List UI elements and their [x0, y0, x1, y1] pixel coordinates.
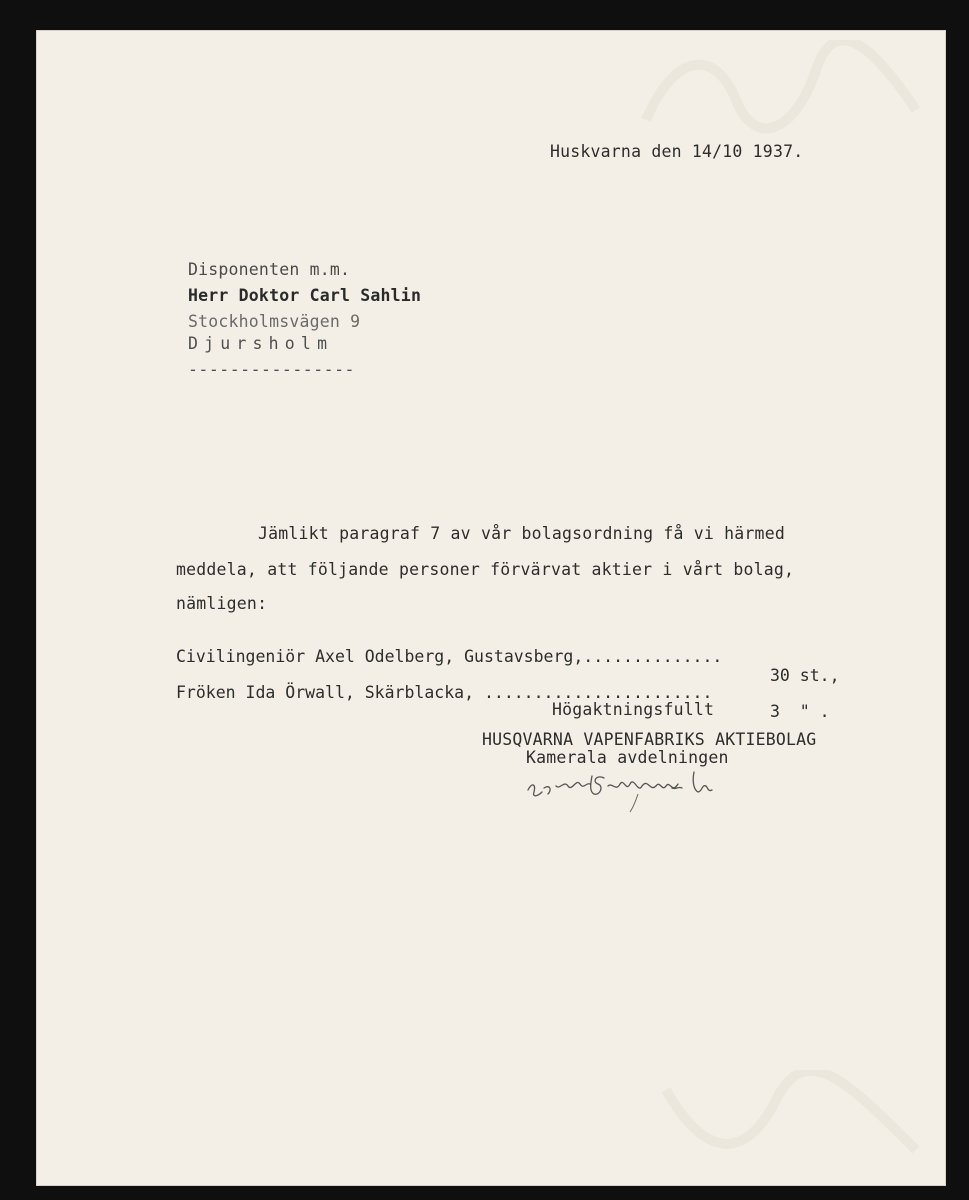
recipient-name: Herr Doktor Carl Sahlin	[188, 286, 422, 305]
company-name: HUSQVARNA VAPENFABRIKS AKTIEBOLAG	[482, 730, 817, 749]
recipient-street: Stockholmsvägen 9	[188, 312, 361, 331]
shareholder-name: Civilingeniör Axel Odelberg, Gustavsberg,..............	[176, 647, 723, 666]
shareholder-row	[176, 664, 836, 740]
address-underline: ----------------	[188, 360, 355, 379]
recipient-title: Disponenten m.m.	[188, 260, 351, 279]
closing-line: Högaktningsfullt	[552, 700, 715, 719]
shareholder-quantity: 30 st.,	[770, 666, 840, 685]
recipient-city: Djursholm	[188, 334, 334, 353]
letter-page	[36, 30, 946, 1186]
shareholder-name: Fröken Ida Örwall, Skärblacka, .......................	[176, 683, 713, 702]
department-name: Kamerala avdelningen	[526, 748, 729, 767]
body-line-3: nämligen:	[176, 594, 268, 613]
date-line: Huskvarna den 14/10 1937.	[550, 142, 804, 161]
watermark-bottom	[656, 1070, 936, 1170]
handwritten-signature	[522, 766, 762, 818]
watermark-top	[636, 40, 936, 140]
body-line-1: Jämlikt paragraf 7 av vår bolagsordning få vi härmed	[258, 524, 785, 543]
body-line-2: meddela, att följande personer förvärvat aktier i vårt bolag,	[176, 560, 795, 579]
shareholder-quantity: 3 " .	[770, 702, 830, 721]
